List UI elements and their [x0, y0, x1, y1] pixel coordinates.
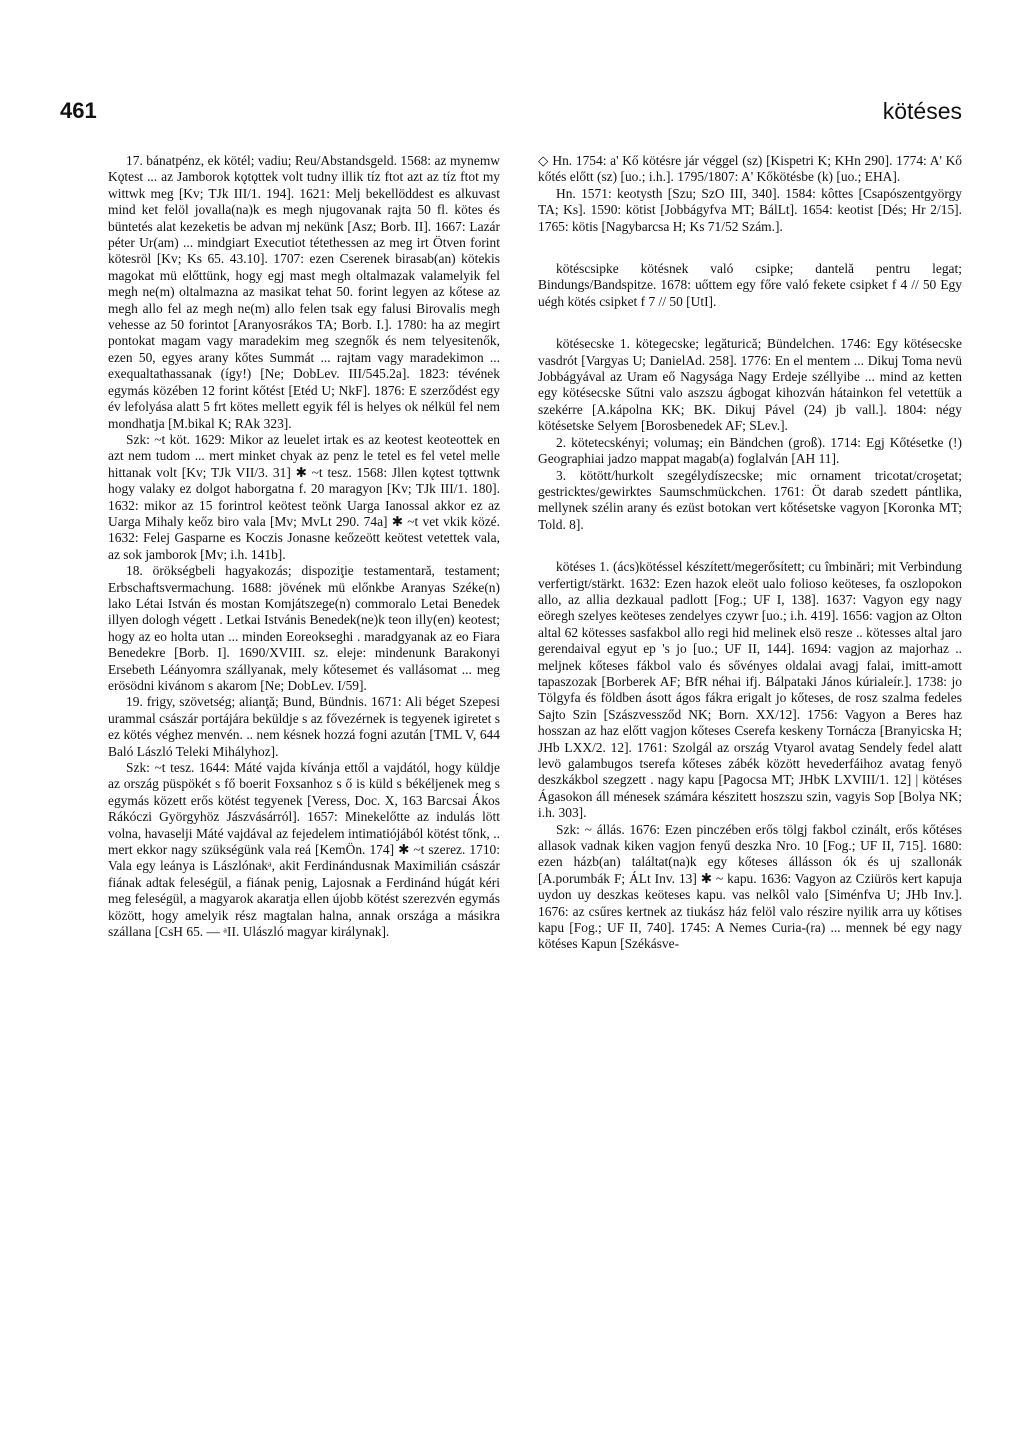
dictionary-entry-19-idioms: Szk: ~t tesz. 1644: Máté vajda kívánja ettől a vajdától, hogy küldje az ország püspökét s fő boerit Foxsanhoz s ő is küld s békéljenek meg s egymás közett erős kötést tegyenek [Veress, Doc. X, 163 Barcsai Ákos Rákóczi Györgyhöz Jászvásárról]. 1657: Minekelőtte az indulás lött volna, havaselji Máté vajdával az fejedelem intimatiójából kötést tőnk, .. mert ekkor nagy szükségünk vala reá [KemÖn. 174] ✱ ~t szerez. 1710: Vala egy leánya is Lászlónakᵃ, akit Ferdinándusnak Maximilián császár fiának adtak feleségül, a fiának penig, Lajosnak a Ferdinánd húgát kéri meg feleségül, a magyarok akaratja ellen újobb kötést szerezvén egymás között, hogy amelyik rész magtalan halna, annak országa a másikra szállana [CsH 65. — ᵃII. Ulászló magyar királynak].: [108, 760, 500, 940]
headword-koteescsipke: kötéscsipke kötésnek való csipke; dantelă pentru legat; Bindungs/Bandspitze. 1678: uőttem egy főre való fekete csipket f 4 // 50 Egy uégh kötés csipket f 7 // 50 [UtI].: [538, 261, 962, 309]
dictionary-entry-18: 18. örökségbeli hagyakozás; dispoziţie testamentară, testament; Erbschaftsvermachung. 1688: jövének mü előnkbe Aranyas Széke(n) lako Létai István és mostan Komjátszege(n) commoralo Letai Benedek illyen dologh végett . Letkai Istvánis Benedek(ne)k teon illy(en) keotest; hogy az eo holta utan ... minden Eoreokseghi . maradgyanak az eo Fiara Benedekre [Borb. I]. 1690/XVIII. sz. eleje: mindenunk Barakonyi Ersebeth Léányomra szállyanak, mely kőtesemet és vallásomat ... meg erösödni kivánom s akarom [Ne; DobLev. I/59].: [108, 563, 500, 693]
dictionary-entry-17: 17. bánatpénz, ek kötél; vadiu; Reu/Abstandsgeld. 1568: az mynemw Kǫtest ... az Jamborok kǫtǫttek volt tudny illik tíz ftot azt az tíz ftot my wittwk meg [Kv; TJk III/1. 194]. 1621: Melj bekellöddest es alkuvast mind ket felöl jovalla(na)k es megh njugovanak rajta 50 fl. kötes és büntetés alat kezeketis be advan mj nekünk [Asz; Borb. II]. 1667: Lazár péter Ur(am) ... mindgiart Executiot tétethessen az meg irt Ötven forint kötesröl [Kv; Ks 65. 43.10]. 1707: ezen Cserenek birasab(an) kötekis magokat mü előttünk, hogy egj mast megh oltalmazak valamelyik fel megh ne(m) oltalmazna az masikat tehat 50. forint legyen az kőtese az megh allo fel az megh ne(m) allo felen tsak egy falusi Birovalis megh vehesse az 50 forintot [Aranyosrákos TA; Borb. I.]. 1780: ha az megirt pontokat magam vagy maradekim meg szegnők és nem telyesitenők, ezen 50, egyes arany kőtes Summát ... rajtam vagy maradekimon ... exequaltathassanak (így!) [Ne; DobLev. III/545.2a]. 1823: tévének egymás közében 12 forint kőtést [Etéd U; NkF]. 1876: E szerződést egy év lefolyása alatt 5 frt kötes mellett egyik fél is helyes ok nélkül fel nem mondhatja [M.bikal K; RAk 323].: [108, 153, 500, 431]
family-names-entry: Hn. 1571: keotysth [Szu; SzO III, 340]. 1584: kôttes [Csapószentgyörgy TA; Ks]. 1590: kötist [Jobbágyfva MT; BálLt]. 1654: keotist [Dés; Hr 2/15]. 1765: kötis [Nagybarcsa H; Ks 71/52 Szám.].: [538, 185, 962, 234]
dictionary-entry-19: 19. frigy, szövetség; alianţă; Bund, Bündnis. 1671: Ali béget Szepesi urammal császár portájára beküldje s az fővezérnek is tegyenek igiretet s ez kötés véghez menvén. .. nem késnek hozzá fogni azután [TML V, 644 Baló László Teleki Mihályhoz].: [108, 694, 500, 759]
headword-kotesecske-2: 2. kötetecskényi; volumaş; ein Bändchen (groß). 1714: Egj Kőtésetke (!) Geographiai jadzo mappat magab(a) foglalván [AH 11].: [538, 434, 962, 467]
dictionary-entry-17-idioms: Szk: ~t köt. 1629: Mikor az leuelet irtak es az keotest keoteottek en azt nem tudom ... mert minket chyak az penz le tetel es fel vetel melle hittanak volt [Kv; TJk VII/3. 31] ✱ ~t tesz. 1568: Jllen kǫtest tǫttwnk hogy valaky ez dolgot haborgatna f. 20 maragyon [Kv; TJk III/1. 180]. 1632: mikor az 15 forintrol keötest teönk Uarga Ianossal akkor ez az Uarga Mihaly keőz biro vala [Mv; MvLt 290. 74a] ✱ ~t vet vkik közé. 1632: Felej Gasparne es Koczis Jonasne keőzeött keötest vetettek vala, az sok jamborok [Mv; i.h. 141b].: [108, 431, 500, 562]
headword-koteses-idioms: Szk: ~ állás. 1676: Ezen pinczében erős tölgj fakbol czinált, erős kőtéses allasok vadnak kiken vagjon fenyű deszka Nro. 10 [Fog.; UF II, 715]. 1680: ezen házb(an) találtat(na)k egy kőteses állásson ók és uj szallonák [A.porumbák F; ÁLt Inv. 13] ✱ ~ kapu. 1636: Vagyon az Cziürös kert kapuja uydon uy deszkas keöteses kapu. vas nelkôl valo [Siménfva U; JHb Inv.]. 1676: az csűres kertnek az tiukász ház felöl valo részire nyilik arra uy kőtises kapu [Fog.; UF II, 740]. 1745: A Nemes Curia-(ra) ... mennek bé egy nagy kötéses Kapun [Székásve-: [538, 821, 962, 952]
headword-kotesecske-3: 3. kötött/hurkolt szegélydíszecske; mic ornament tricotat/croşetat; gestricktes/gewirktes Saumschmückchen. 1761: Öt darab szedett pántlika, mellynek szélin arany és ezüst botokan vert kőtésetske vagyon [Koronka MT; Told. 8].: [538, 467, 962, 532]
right-column: [538, 153, 962, 953]
running-head: kötéses: [882, 98, 962, 124]
place-names-entry: ◇ Hn. 1754: a' Kő kötésre jár véggel (sz) [Kispetri K; KHn 290]. 1774: A' Kő kőtés előtt (sz) [uo.; i.h.]. 1795/1807: A' Kőkötésbe (k) [uo.; EHA].: [538, 153, 962, 185]
left-column: [108, 153, 500, 941]
headword-kotesecske-1: kötésecske 1. kötegecske; legăturică; Bündelchen. 1746: Egy kötésecske vasdrót [Vargyas U; DanielAd. 258]. 1776: En el mentem ... Dikuj Toma nevü Jobbágyával az Uram eő Nagysága Nagy Erdeje széllyibe ... mind az ketten egy kötésecske Sűtni valo aszszu ágbogat kihozván hátainkon fel vetettük a szekérre [A.kápolna KK; BK. Dikuj Pável (24) jb vall.]. 1804: négy kötésetske Selyem [Borosbenedek AF; SLev.].: [538, 336, 962, 434]
page-number: 461: [60, 98, 97, 123]
page-header: [60, 98, 962, 134]
headword-koteses-1: kötéses 1. (ács)kötéssel készített/megerősített; cu îmbinări; mit Verbindung verfertigt/stärkt. 1632: Ezen hazok eleöt ualo folioso keöteses, fa oszlopokon allo, az allia dezkaual padlott [Fog.; UF I, 138]. 1637: Vagyon egy nagy eöregh szelyes keöteses zendelyes czywr [uo.; i.h. 419]. 1656: vagjon az Olton altal 62 kötesses sasfakbol allo regi hid melinek elsö resze .. kötesses altal jaro gerendaival egyut ep 's jo [uo.; UF II, 144]. 1694: vagjon az majorhaz .. meljnek kőteses fákbol valo és sővényes oldalai avagj falai, imitt-amott tapaszozak [Borberek AF; BfR néhai ifj. Bálpataki János kúrialeír.]. 1738: jo Tölgyfa és földben ásott ágos fákra erigalt jo kőteses, de rosz szalma fedeles Sajto Szin [Szászvessződ NK; Born. XX/12]. 1756: Vagyon a Beres haz hosszan az haz előtt vagjon kőteses Cserefa keskeny Tornácza [Branyicska H; JHb LXX/2. 12]. 1761: Szolgál az ország Vtyarol avatag Sendely fedel alatt levö galambugos tserefa kőteses zábék között hevederfáihoz avatag fenyö deszkákbol szegzett . nagy kapu [Pagocsa MT; JHbK LXVIII/1. 12] | kötéses Ágasokon áll ménesek számára készitett hoszszu szin, vagyis Sop [Bolya NK; i.h. 303].: [538, 559, 962, 821]
